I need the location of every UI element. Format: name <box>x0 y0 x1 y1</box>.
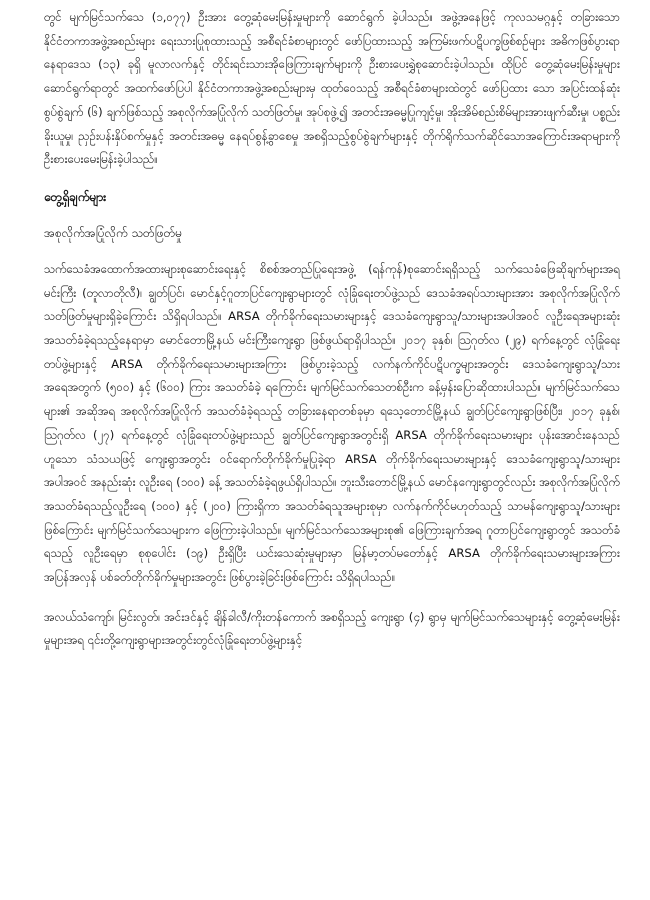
closing-paragraph: အလယ်သံကျော်၊ မြင်းလွတ်၊ အင်းဒင်နှင့် ချိန်ခါလီ/ကိုးတန်ကောက် အစရှိသည့် ကျေးရွာ (၄) ရွာမှ မျက်မြင်သက်သေများနှင့် တွေ့ဆုံမေးမြန်းမှုများအရ ၎င်းတို့ကျေးရွာများအတွင်းတွင်လုံခြုံရေးတပ်ဖွဲ့များနှင့် <box>44 609 620 648</box>
intro-paragraph: တွင် မျက်မြင်သက်သေ (၁,၀၇၇) ဦးအား တွေ့ဆုံမေးမြန်းမှုများကို ဆောင်ရွက် ခဲ့ပါသည်။ အဖွဲ့အနေဖြင့် ကုလသမဂ္ဂနှင့် တခြားသောနိုင်ငံတကာအဖွဲ့အစည်းများ ရေးသားပြုစုထားသည့် အစီရင်ခံစာများတွင် ဖော်ပြထားသည့် အကြမ်းဖက်ပဋိပက္ခဖြစ်စဉ်များ အဓိကဖြစ်ပွားရာနေရာဒေသ (၁၃) ခုရှိ မူလာလက်နှင့် တိုင်းရင်းသားအိုဖြေကြားချက်များကို ဦးစားပေးရွှဲစုဆောင်းခဲ့ပါသည်။ ထိုပြင် တွေ့ဆုံမေးမြန်းမှုများ ဆောင်ရွက်ရာတွင် အထက်ဖော်ပြပါ နိုင်ငံတကာအဖွဲ့အစည်းများမှ ထုတ်ဝေသည့် အစီရင်ခံစာများထဲတွင် ဖော်ပြထား သော အပြင်းထန်ဆုံးစွပ်စွဲချက် (၆) ချက်ဖြစ်သည့် အစုလိုက်အပြုံလိုက် သတ်ဖြတ်မှု၊ အုပ်စုဖွဲ့၍ အတင်းအဓမ္မပြုကျင့်မှု၊ အိုးအိမ်စည်းစိမ်များအားဖျက်ဆီးမှု၊ ပစ္စည်းခိုးယူမှု၊ ညှဉ်းပန်းနှိပ်စက်မှုနှင့် အတင်းအဓမ္မ နေရပ်စွန့်ခွာစေမှု အစရှိသည့်စွပ်စွဲချက်များနှင့် တိုက်ရိုက်သက်ဆိုင်သောအကြောင်းအရာများကို ဦးစားပေးမေးမြန်းခဲ့ပါသည်။ <box>44 10 620 167</box>
mass-killing-subheading: အစုလိုက်အပြုံလိုက် သတ်ဖြတ်မှု <box>44 225 183 240</box>
findings-heading: တွေ့ရှိချက်များ <box>44 189 107 204</box>
mass-killing-paragraph: သက်သေခံအထောက်အထားများစုဆောင်းရေးနှင့် စိစစ်အတည်ပြုရေးအဖွဲ့ (ရန်ကုန်)စုဆောင်းရရှိသည့် သက်သေခံဖြေဆိုချက်များအရ မင်းကြီး (တူလာတိုလီ)၊ ချွတ်ပြင်၊ မောင်နှင့်ဂူတာပြင်ကျေးရွာများတွင် လုံခြုံရေးတပ်ဖွဲ့သည် ဒေသခံအရပ်သားများအား အစုလိုက်အပြုံလိုက်သတ်ဖြတ်မှုများရှိခဲ့ကြောင်း သိရှိရပါသည်။ ARSA တိုက်ခိုက်ရေးသမားများနှင့် ဒေသခံကျေးရွာသူ/သားများအပါအဝင် လူဦးရေအများဆုံး အသတ်ခံခဲ့ရသည့်နေရာမှာ မောင်တောမြို့နယ် မင်းကြီးကျေးရွာ ဖြစ်ဖွယ်ရာရှိပါသည်။ ၂၀၁၇ ခုနှစ်၊ ဩဂုတ်လ (၂၉) ရက်နေ့တွင် လုံခြုံရေးတပ်ဖွဲ့များနှင့် ARSA တိုက်ခိုက်ရေးသမားများအကြား ဖြစ်ပွားခဲ့သည့် လက်နက်ကိုင်ပဋိပက္ခများအတွင်း ဒေသခံကျေးရွာသူ/သား အရေအတွက် (၅၀၀) နှင့် (၆၀၀) ကြား အသတ်ခံခဲ့ ရကြောင်း မျက်မြင်သက်သေတစ်ဦးက ခန့်မှန်းပြောဆိုထားပါသည်။ မျက်မြင်သက်သေများ၏ အဆိုအရ အစုလိုက်အပြုံလိုက် အသတ်ခံခဲ့ရသည့် တခြားနေရာတစ်ခုမှာ ရသေ့တောင်မြို့နယ် ချွတ်ပြင်ကျေးရွာဖြစ်ပြီး၊ ၂၀၁၇ ခုနှစ်၊ ဩဂုတ်လ (၂၇) ရက်နေ့တွင် လုံခြုံရေးတပ်ဖွဲ့များသည် ချွတ်ပြင်ကျေးရွာအတွင်းရှိ ARSA တိုက်ခိုက်ရေးသမားများ ပုန်းအောင်းနေသည်ဟူသော သံသယဖြင့် ကျေးရွာအတွင်း ဝင်ရောက်တိုက်ခိုက်မှုပြုခဲ့ရာ ARSA တိုက်ခိုက်ရေးသမားများနှင့် ဒေသခံကျေးရွာသူ/သားများအပါအဝင် အနည်းဆုံး လူဦးရေ (၁၀၀) ခန့် အသတ်ခံခဲ့ရဖွယ်ရှိပါသည်။ ဘူးသီးတောင်မြို့နယ် မောင်နကျေးရွာတွင်လည်း အစုလိုက်အပြုံလိုက် အသတ်ခံရသည့်လူဦးရေ (၁၀၀) နှင့် (၂၀၀) ကြားရှိကာ အသတ်ခံရသူအများစုမှာ လက်နက်ကိုင်မဟုတ်သည့် သာမန်ကျေးရွာသူ/သားများဖြစ်ကြောင်း မျက်မြင်သက်သေများက ဖြေကြားခဲ့ပါသည်။ မျက်မြင်သက်သေအများစု၏ ဖြေကြားချက်အရ ဂူတာပြင်ကျေးရွာတွင် အသတ်ခံရသည့် လူဦးရေမှာ စုစုပေါင်း (၁၉) ဦးရှိပြီး ယင်းသေဆုံးမှုများမှာ မြန်မာ့တပ်မတော်နှင့် ARSA တိုက်ခိုက်ရေးသမားများအကြား အပြန်အလှန် ပစ်ခတ်တိုက်ခိုက်မှုများအတွင်း ဖြစ်ပွားခဲ့ခြင်းဖြစ်ကြောင်း သိရှိရပါသည်။ <box>44 261 620 585</box>
